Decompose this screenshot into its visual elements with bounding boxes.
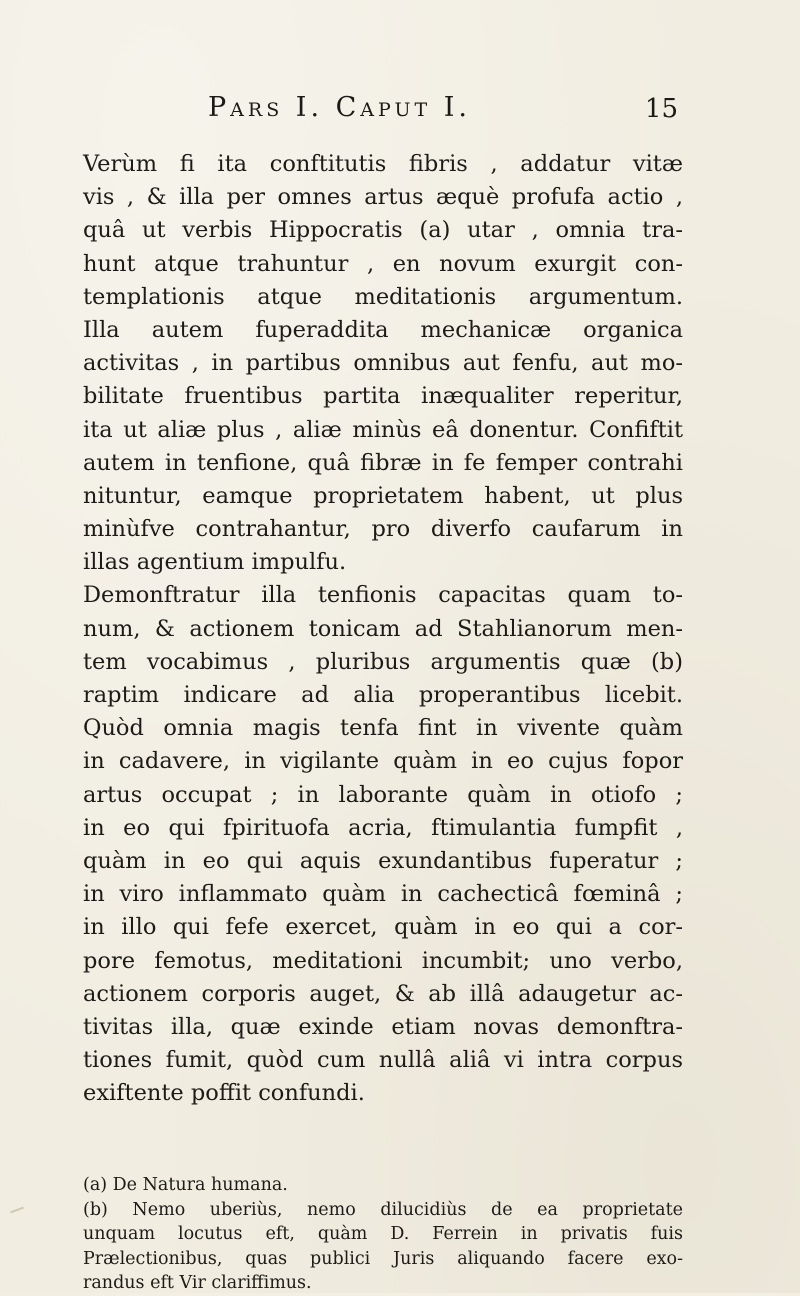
text-line: pore femotus, meditationi incumbit; uno verbo, xyxy=(83,947,683,974)
text-line: exiftente poffit confundi. xyxy=(83,1080,365,1107)
footnotes xyxy=(83,1173,683,1296)
text-line: quàm in eo qui aquis exundantibus fuperatur ; xyxy=(83,847,683,874)
text-line: activitas , in partibus omnibus aut fenfu, aut mo- xyxy=(83,350,683,377)
text-line: minùfve contrahantur, pro diverfo caufarum in xyxy=(83,516,683,543)
text-line: quâ ut verbis Hippocratis (a) utar , omnia tra- xyxy=(83,217,683,244)
running-head: Pars I. Caput I. xyxy=(208,92,471,123)
text-line: num, & actionem tonicam ad Stahlianorum men- xyxy=(83,615,683,642)
text-line: ita ut aliæ plus , aliæ minùs eâ donentur. Confiftit xyxy=(83,416,683,443)
text-line: in eo qui fpirituofa acria, ftimulantia fumpfit , xyxy=(83,814,683,841)
text-line: Verùm fi ita conftitutis fibris , addatur vitæ xyxy=(83,151,683,177)
text-line: in viro inflammato quàm in cachecticâ fœminâ ; xyxy=(83,881,683,908)
footnote-b-line: Prælectionibus, quas publici Juris aliquando facere exo- xyxy=(83,1248,683,1269)
text-line: in illo qui fefe exercet, quàm in eo qui a cor- xyxy=(83,914,683,941)
text-line: actionem corporis auget, & ab illâ adaugetur ac- xyxy=(83,980,683,1007)
text-line: bilitate fruentibus partita inæqualiter reperitur, xyxy=(83,383,683,410)
text-line: tem vocabimus , pluribus argumentis quæ (b) xyxy=(83,648,683,675)
text-line: tiones fumit, quòd cum nullâ aliâ vi intra corpus xyxy=(83,1047,683,1074)
text-line: in cadavere, in vigilante quàm in eo cujus fopor xyxy=(83,748,683,775)
text-line: hunt atque trahuntur , en novum exurgit con- xyxy=(83,250,683,277)
text-line: Illa autem fuperaddita mechanicæ organica xyxy=(83,316,683,343)
footnote-b-line: randus eft Vir clariffimus. xyxy=(83,1273,312,1293)
text-line: artus occupat ; in laborante quàm in otiofo ; xyxy=(83,781,683,808)
text-line: vis , & illa per omnes artus æquè profufa actio , xyxy=(83,184,683,211)
margin-mark xyxy=(10,1207,24,1214)
text-line: templationis atque meditationis argumentum. xyxy=(83,283,683,310)
footnote-b-line: unquam locutus eft, quàm D. Ferrein in privatis fuis xyxy=(83,1224,683,1244)
footnote-b-line: (b) Nemo uberiùs, nemo dilucidiùs de ea proprietate xyxy=(83,1199,683,1220)
text-line: tivitas illa, quæ exinde etiam novas demonftra- xyxy=(83,1013,683,1040)
text-line: illas agentium impulfu. xyxy=(83,549,347,576)
text-line: Quòd omnia magis tenfa fint in vivente quàm xyxy=(83,715,683,742)
text-line: raptim indicare ad alia properantibus licebit. xyxy=(83,682,683,708)
page-number: 15 xyxy=(644,94,678,124)
text-line: autem in tenfione, quâ fibræ in fe femper contrahi xyxy=(83,449,683,476)
text-line: nituntur, eamque proprietatem habent, ut plus xyxy=(83,482,683,509)
footnote-a: (a) De Natura humana. xyxy=(83,1175,288,1195)
body-text xyxy=(83,148,683,1110)
page-header xyxy=(208,92,678,132)
text-line: Demonftratur illa tenfionis capacitas quam to- xyxy=(83,582,683,609)
